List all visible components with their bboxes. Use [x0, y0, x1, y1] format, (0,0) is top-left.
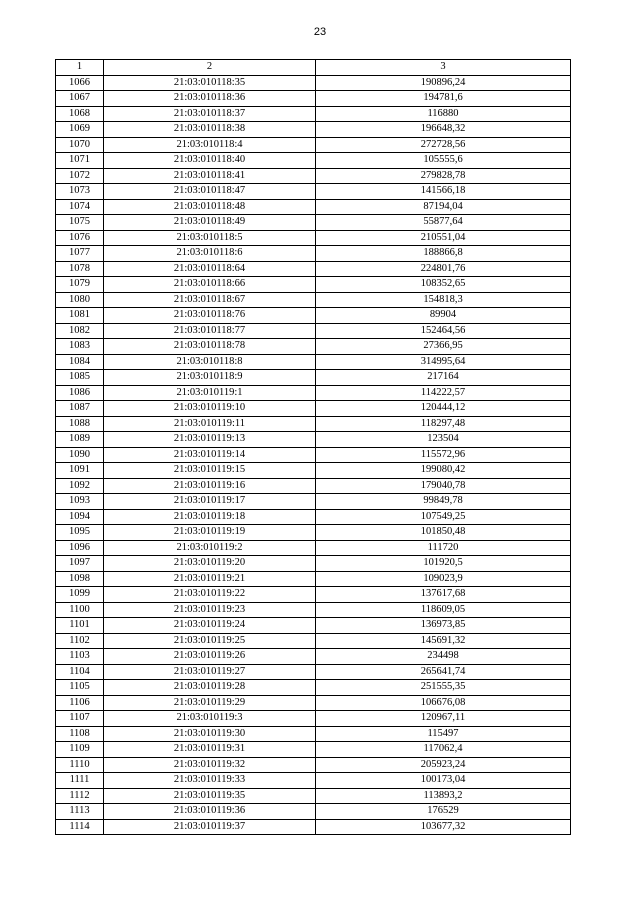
table-row [56, 323, 571, 339]
row-number-cell: 1098 [56, 571, 104, 587]
cadastral-number-cell: 21:03:010119:17 [104, 494, 316, 510]
row-number-cell: 1111 [56, 773, 104, 789]
value-cell: 108352,65 [316, 277, 571, 293]
row-number-cell: 1089 [56, 432, 104, 448]
value-cell: 120444,12 [316, 401, 571, 417]
row-number-cell: 1109 [56, 742, 104, 758]
value-cell: 279828,78 [316, 168, 571, 184]
cadastral-number-cell: 21:03:010119:33 [104, 773, 316, 789]
cadastral-number-cell: 21:03:010118:49 [104, 215, 316, 231]
value-cell: 123504 [316, 432, 571, 448]
row-number-cell: 1083 [56, 339, 104, 355]
row-number-cell: 1100 [56, 602, 104, 618]
value-cell: 120967,11 [316, 711, 571, 727]
value-cell: 115572,96 [316, 447, 571, 463]
table-row [56, 308, 571, 324]
table-row [56, 292, 571, 308]
table-row [56, 339, 571, 355]
cadastral-number-cell: 21:03:010118:48 [104, 199, 316, 215]
table-row [56, 773, 571, 789]
table-row [56, 726, 571, 742]
table-row [56, 757, 571, 773]
cadastral-number-cell: 21:03:010119:31 [104, 742, 316, 758]
value-cell: 154818,3 [316, 292, 571, 308]
table-row [56, 804, 571, 820]
row-number-cell: 1102 [56, 633, 104, 649]
value-cell: 116880 [316, 106, 571, 122]
value-cell: 224801,76 [316, 261, 571, 277]
row-number-cell: 1091 [56, 463, 104, 479]
value-cell: 265641,74 [316, 664, 571, 680]
row-number-cell: 1084 [56, 354, 104, 370]
value-cell: 190896,24 [316, 75, 571, 91]
value-cell: 89904 [316, 308, 571, 324]
cadastral-number-cell: 21:03:010119:30 [104, 726, 316, 742]
table-row [56, 509, 571, 525]
value-cell: 87194,04 [316, 199, 571, 215]
cadastral-number-cell: 21:03:010119:21 [104, 571, 316, 587]
row-number-cell: 1112 [56, 788, 104, 804]
table-row [56, 463, 571, 479]
cadastral-number-cell: 21:03:010119:18 [104, 509, 316, 525]
cadastral-number-cell: 21:03:010118:64 [104, 261, 316, 277]
value-cell: 199080,42 [316, 463, 571, 479]
value-cell: 210551,04 [316, 230, 571, 246]
value-cell: 176529 [316, 804, 571, 820]
cadastral-number-cell: 21:03:010119:25 [104, 633, 316, 649]
table-row [56, 680, 571, 696]
cadastral-number-cell: 21:03:010119:32 [104, 757, 316, 773]
row-number-cell: 1079 [56, 277, 104, 293]
cadastral-number-cell: 21:03:010118:6 [104, 246, 316, 262]
value-cell: 100173,04 [316, 773, 571, 789]
table-row [56, 106, 571, 122]
cadastral-number-cell: 21:03:010118:38 [104, 122, 316, 138]
value-cell: 105555,6 [316, 153, 571, 169]
table-row [56, 385, 571, 401]
row-number-cell: 1114 [56, 819, 104, 835]
cadastral-number-cell: 21:03:010118:41 [104, 168, 316, 184]
value-cell: 107549,25 [316, 509, 571, 525]
cadastral-number-cell: 21:03:010118:40 [104, 153, 316, 169]
cadastral-number-cell: 21:03:010118:9 [104, 370, 316, 386]
page-number: 23 [313, 26, 327, 38]
table-row [56, 246, 571, 262]
column-header-number: 1 [56, 60, 104, 76]
table-row [56, 261, 571, 277]
cadastral-number-cell: 21:03:010119:2 [104, 540, 316, 556]
table-row [56, 633, 571, 649]
table-row [56, 416, 571, 432]
cadastral-number-cell: 21:03:010118:36 [104, 91, 316, 107]
row-number-cell: 1081 [56, 308, 104, 324]
row-number-cell: 1097 [56, 556, 104, 572]
cadastral-number-cell: 21:03:010118:78 [104, 339, 316, 355]
value-cell: 99849,78 [316, 494, 571, 510]
value-cell: 194781,6 [316, 91, 571, 107]
table-row [56, 432, 571, 448]
row-number-cell: 1082 [56, 323, 104, 339]
table-row [56, 711, 571, 727]
cadastral-number-cell: 21:03:010119:24 [104, 618, 316, 634]
row-number-cell: 1087 [56, 401, 104, 417]
table-row [56, 556, 571, 572]
table-row [56, 215, 571, 231]
table-row [56, 788, 571, 804]
cadastral-number-cell: 21:03:010118:37 [104, 106, 316, 122]
table-row [56, 447, 571, 463]
row-number-cell: 1107 [56, 711, 104, 727]
cadastral-number-cell: 21:03:010119:27 [104, 664, 316, 680]
cadastral-number-cell: 21:03:010119:16 [104, 478, 316, 494]
cadastral-number-cell: 21:03:010118:5 [104, 230, 316, 246]
value-cell: 101850,48 [316, 525, 571, 541]
cadastral-number-cell: 21:03:010119:37 [104, 819, 316, 835]
cadastral-number-cell: 21:03:010119:14 [104, 447, 316, 463]
table-row [56, 602, 571, 618]
value-cell: 109023,9 [316, 571, 571, 587]
table-header-row [56, 60, 571, 76]
cadastral-number-cell: 21:03:010118:47 [104, 184, 316, 200]
cadastral-number-cell: 21:03:010118:35 [104, 75, 316, 91]
value-cell: 205923,24 [316, 757, 571, 773]
table-row [56, 587, 571, 603]
row-number-cell: 1068 [56, 106, 104, 122]
row-number-cell: 1104 [56, 664, 104, 680]
row-number-cell: 1069 [56, 122, 104, 138]
cadastral-number-cell: 21:03:010119:1 [104, 385, 316, 401]
value-cell: 111720 [316, 540, 571, 556]
table-row [56, 494, 571, 510]
column-header-cadastral-number: 2 [104, 60, 316, 76]
row-number-cell: 1067 [56, 91, 104, 107]
value-cell: 117062,4 [316, 742, 571, 758]
value-cell: 217164 [316, 370, 571, 386]
value-cell: 103677,32 [316, 819, 571, 835]
table-row [56, 168, 571, 184]
row-number-cell: 1085 [56, 370, 104, 386]
table-row [56, 819, 571, 835]
cadastral-number-cell: 21:03:010119:15 [104, 463, 316, 479]
row-number-cell: 1090 [56, 447, 104, 463]
cadastral-number-cell: 21:03:010118:67 [104, 292, 316, 308]
cadastral-number-cell: 21:03:010119:23 [104, 602, 316, 618]
table-row [56, 122, 571, 138]
table-row [56, 91, 571, 107]
table-row [56, 540, 571, 556]
cadastral-number-cell: 21:03:010119:13 [104, 432, 316, 448]
row-number-cell: 1095 [56, 525, 104, 541]
table-row [56, 199, 571, 215]
cadastral-number-cell: 21:03:010119:19 [104, 525, 316, 541]
table-row [56, 618, 571, 634]
cadastral-number-cell: 21:03:010119:29 [104, 695, 316, 711]
value-cell: 272728,56 [316, 137, 571, 153]
value-cell: 114222,57 [316, 385, 571, 401]
table-row [56, 370, 571, 386]
value-cell: 234498 [316, 649, 571, 665]
value-cell: 145691,32 [316, 633, 571, 649]
value-cell: 27366,95 [316, 339, 571, 355]
row-number-cell: 1113 [56, 804, 104, 820]
value-cell: 152464,56 [316, 323, 571, 339]
value-cell: 137617,68 [316, 587, 571, 603]
row-number-cell: 1092 [56, 478, 104, 494]
cadastral-number-cell: 21:03:010118:77 [104, 323, 316, 339]
row-number-cell: 1074 [56, 199, 104, 215]
table-body [56, 75, 571, 835]
cadastral-number-cell: 21:03:010118:66 [104, 277, 316, 293]
table-row [56, 354, 571, 370]
value-cell: 314995,64 [316, 354, 571, 370]
value-cell: 188866,8 [316, 246, 571, 262]
cadastral-number-cell: 21:03:010119:10 [104, 401, 316, 417]
row-number-cell: 1086 [56, 385, 104, 401]
cadastral-number-cell: 21:03:010119:20 [104, 556, 316, 572]
table-row [56, 695, 571, 711]
row-number-cell: 1073 [56, 184, 104, 200]
cadastral-number-cell: 21:03:010119:36 [104, 804, 316, 820]
row-number-cell: 1096 [56, 540, 104, 556]
row-number-cell: 1101 [56, 618, 104, 634]
row-number-cell: 1078 [56, 261, 104, 277]
value-cell: 113893,2 [316, 788, 571, 804]
table-row [56, 571, 571, 587]
row-number-cell: 1093 [56, 494, 104, 510]
value-cell: 179040,78 [316, 478, 571, 494]
row-number-cell: 1075 [56, 215, 104, 231]
value-cell: 141566,18 [316, 184, 571, 200]
row-number-cell: 1077 [56, 246, 104, 262]
row-number-cell: 1070 [56, 137, 104, 153]
table-row [56, 525, 571, 541]
row-number-cell: 1110 [56, 757, 104, 773]
cadastral-number-cell: 21:03:010119:3 [104, 711, 316, 727]
value-cell: 136973,85 [316, 618, 571, 634]
row-number-cell: 1108 [56, 726, 104, 742]
row-number-cell: 1106 [56, 695, 104, 711]
table-row [56, 153, 571, 169]
table-row [56, 649, 571, 665]
table-row [56, 277, 571, 293]
table-row [56, 742, 571, 758]
row-number-cell: 1105 [56, 680, 104, 696]
table-row [56, 75, 571, 91]
table-row [56, 230, 571, 246]
table-row [56, 184, 571, 200]
value-cell: 101920,5 [316, 556, 571, 572]
cadastral-number-cell: 21:03:010119:35 [104, 788, 316, 804]
value-cell: 196648,32 [316, 122, 571, 138]
row-number-cell: 1076 [56, 230, 104, 246]
table-row [56, 137, 571, 153]
cadastral-value-table [55, 59, 571, 835]
row-number-cell: 1094 [56, 509, 104, 525]
row-number-cell: 1066 [56, 75, 104, 91]
value-cell: 251555,35 [316, 680, 571, 696]
cadastral-number-cell: 21:03:010118:76 [104, 308, 316, 324]
row-number-cell: 1080 [56, 292, 104, 308]
cadastral-number-cell: 21:03:010119:11 [104, 416, 316, 432]
table-row [56, 401, 571, 417]
cadastral-number-cell: 21:03:010118:4 [104, 137, 316, 153]
value-cell: 118609,05 [316, 602, 571, 618]
value-cell: 55877,64 [316, 215, 571, 231]
row-number-cell: 1072 [56, 168, 104, 184]
value-cell: 115497 [316, 726, 571, 742]
value-cell: 106676,08 [316, 695, 571, 711]
cadastral-number-cell: 21:03:010119:28 [104, 680, 316, 696]
value-cell: 118297,48 [316, 416, 571, 432]
cadastral-number-cell: 21:03:010119:22 [104, 587, 316, 603]
row-number-cell: 1099 [56, 587, 104, 603]
column-header-value: 3 [316, 60, 571, 76]
table-row [56, 664, 571, 680]
row-number-cell: 1088 [56, 416, 104, 432]
table-row [56, 478, 571, 494]
cadastral-number-cell: 21:03:010118:8 [104, 354, 316, 370]
row-number-cell: 1103 [56, 649, 104, 665]
cadastral-number-cell: 21:03:010119:26 [104, 649, 316, 665]
row-number-cell: 1071 [56, 153, 104, 169]
